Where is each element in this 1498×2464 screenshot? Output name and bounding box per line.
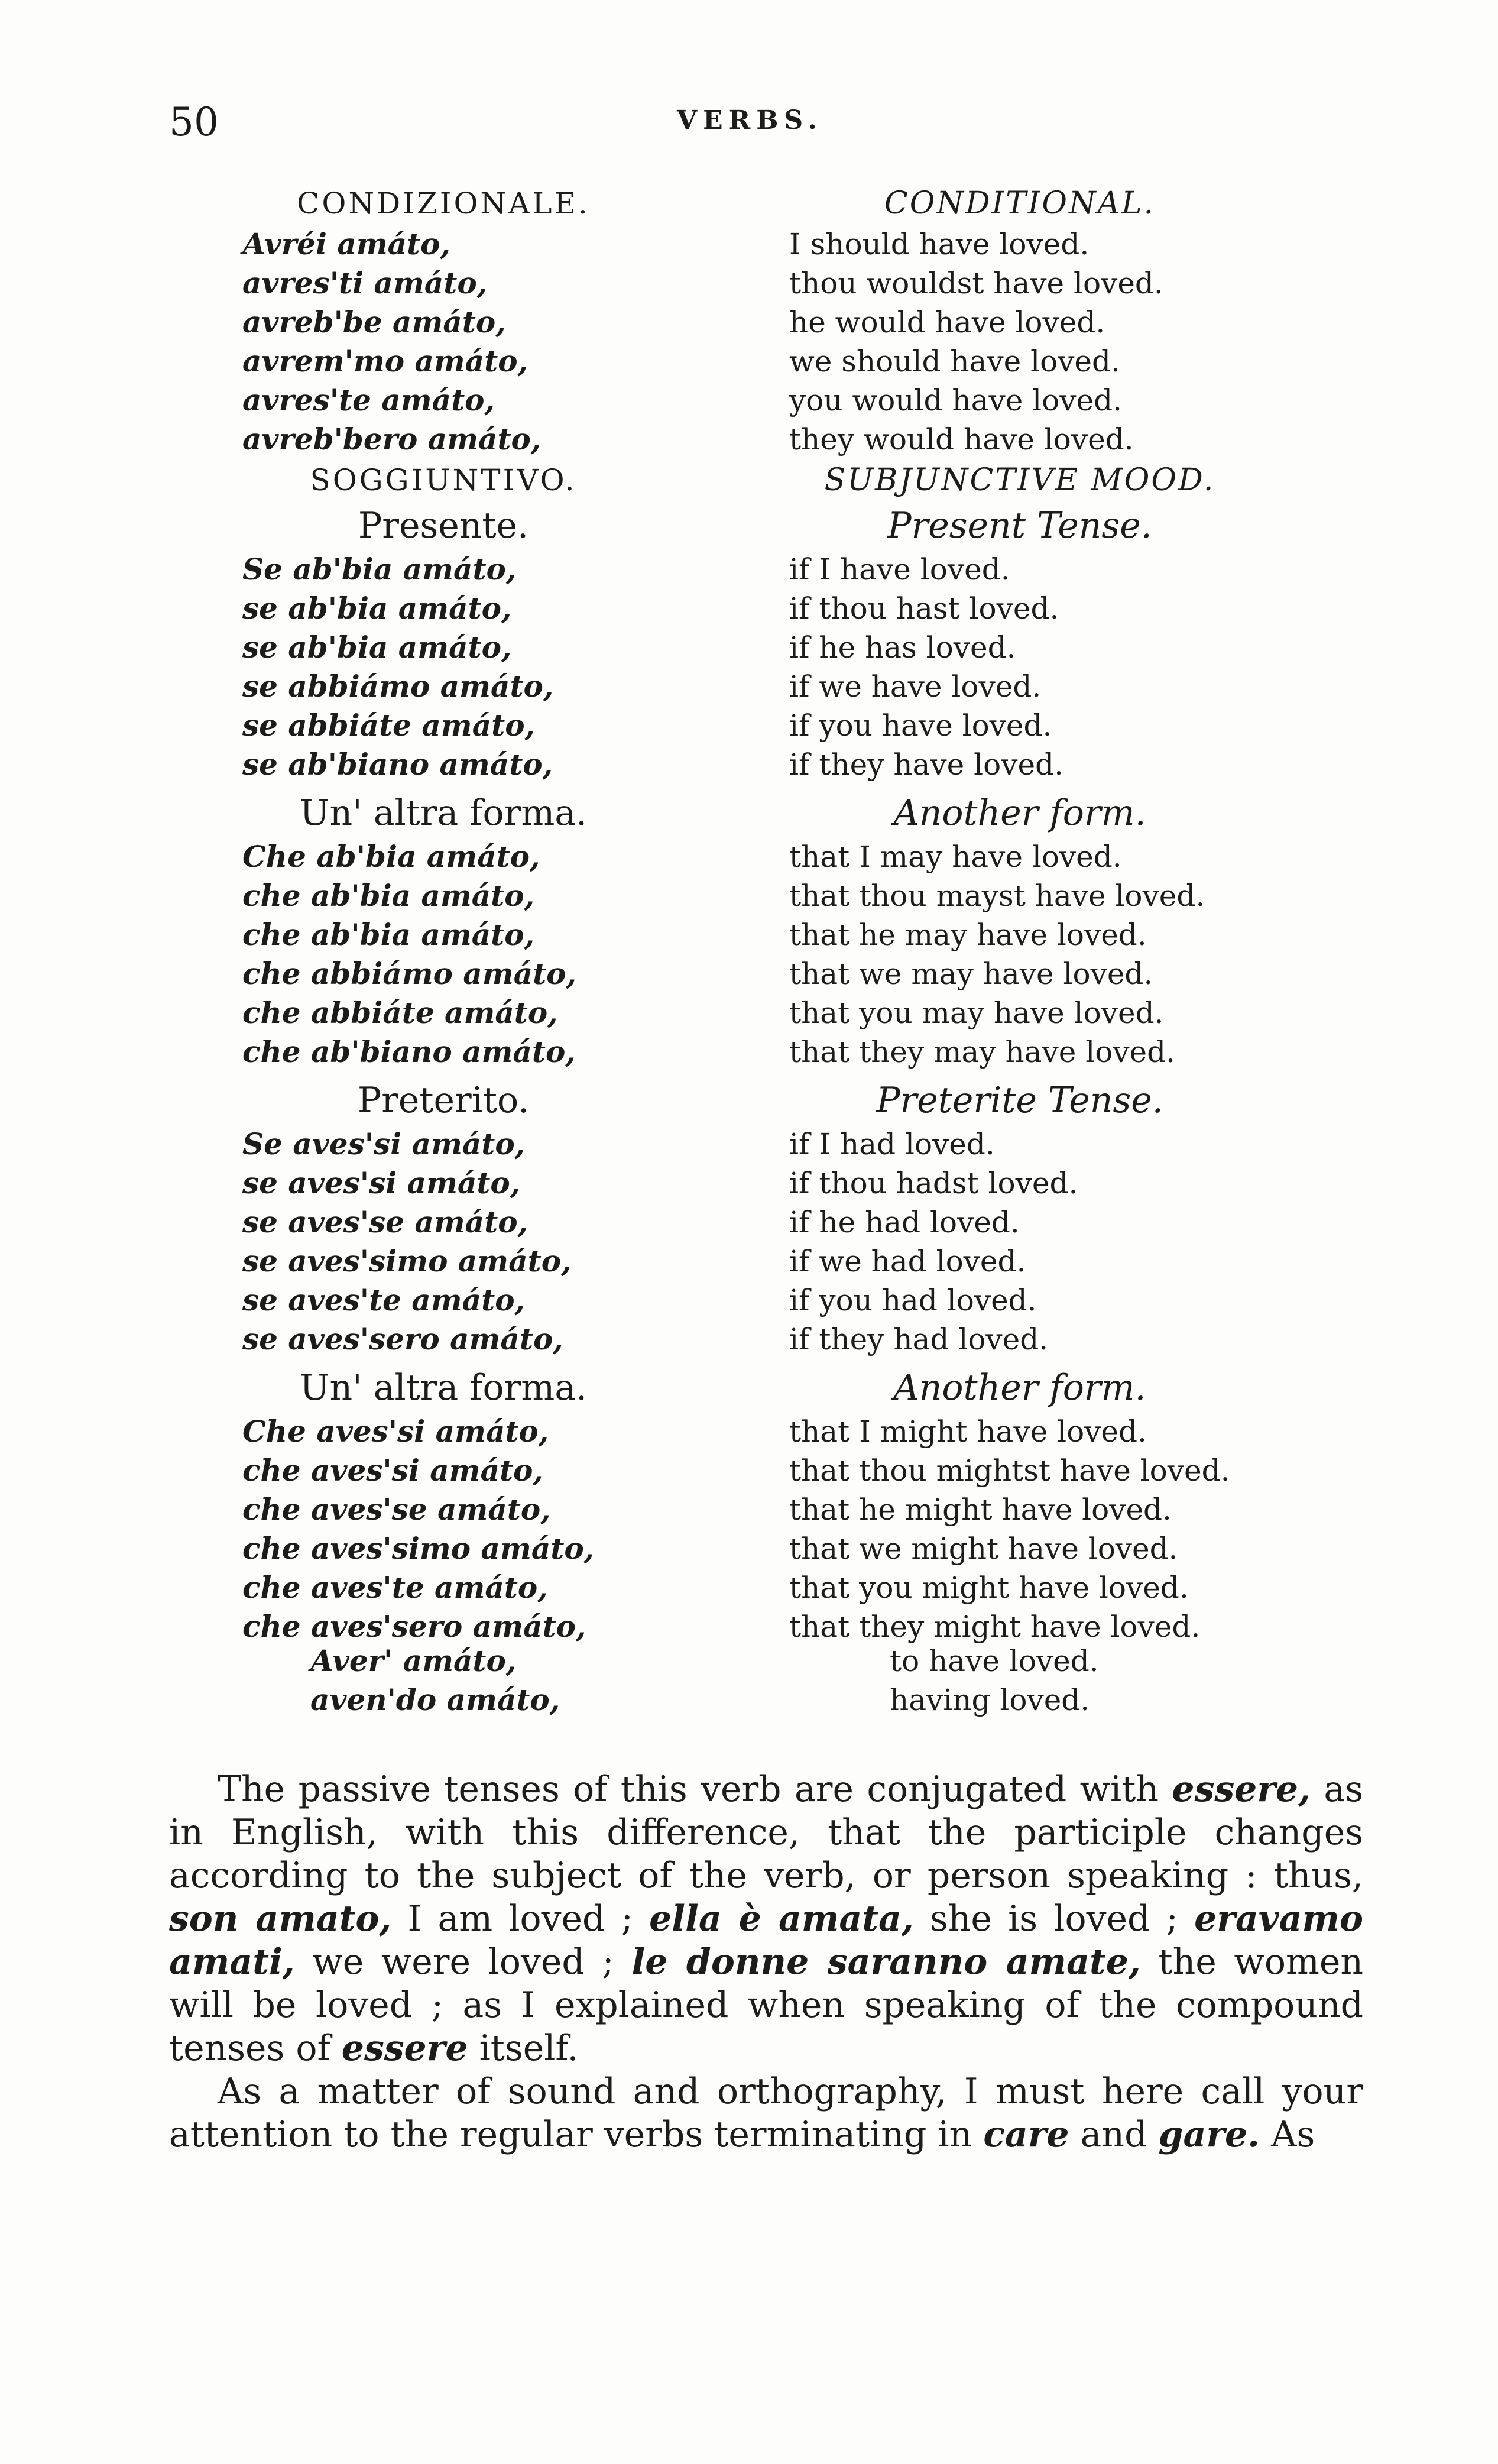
conjugation-line: avreb'bero amáto, xyxy=(242,422,542,456)
translation-line: he would have loved. xyxy=(789,305,1105,339)
conjugation-line: che aves'te amáto, xyxy=(242,1570,548,1605)
conjugation-line: che aves'simo amáto, xyxy=(242,1531,595,1566)
conjugation-line: se ab'bia amáto, xyxy=(242,630,512,665)
italic-term: le donne saranno amate, xyxy=(631,1941,1141,1983)
gerund-line: having loved. xyxy=(890,1683,1090,1717)
section-heading: CONDIZIONALE. xyxy=(297,186,590,221)
conjugation-line: che abbiámo amáto, xyxy=(242,956,576,991)
translation-line: if I had loved. xyxy=(789,1127,995,1161)
text-run: itself. xyxy=(468,2028,579,2069)
tense-heading: Preterito. xyxy=(357,1080,530,1121)
tense-heading: Present Tense. xyxy=(887,505,1152,546)
conjugation-line: avrem'mo amáto, xyxy=(242,344,528,378)
conjugation-line: se ab'bia amáto, xyxy=(242,591,512,626)
translation-line: that he might have loved. xyxy=(789,1492,1172,1527)
translation-line: if he had loved. xyxy=(789,1205,1020,1239)
gerund-line: aven'do amáto, xyxy=(310,1682,560,1717)
conjugation-line: avreb'be amáto, xyxy=(242,305,506,339)
infinitive-line: Aver' amáto, xyxy=(310,1643,517,1678)
body-text xyxy=(169,1768,1363,2157)
paragraph xyxy=(169,2070,1363,2157)
paragraph xyxy=(169,1768,1363,2070)
infinitive-english xyxy=(890,1641,1099,1720)
tense-heading: Un' altra forma. xyxy=(299,1367,588,1409)
conjugation-line: che abbiáte amáto, xyxy=(242,995,558,1030)
translation-line: that we might have loved. xyxy=(789,1531,1178,1566)
italic-term: ella è amata, xyxy=(649,1898,914,1940)
infinitive-line: to have loved. xyxy=(890,1644,1099,1678)
section-heading: CONDITIONAL. xyxy=(884,186,1156,221)
conjugation-line: se abbiámo amáto, xyxy=(242,669,554,704)
conjugation-line: Se ab'bia amáto, xyxy=(242,552,517,587)
conjugation-line: che ab'bia amáto, xyxy=(242,917,534,952)
translation-line: that I might have loved. xyxy=(789,1414,1147,1449)
translation-line: that you might have loved. xyxy=(789,1571,1189,1605)
translation-line: that thou mayst have loved. xyxy=(789,879,1205,913)
conjugation-line: che aves'sero amáto, xyxy=(242,1609,586,1644)
translation-line: if you have loved. xyxy=(789,708,1052,743)
text-run: and xyxy=(1069,2114,1159,2155)
translation-line: that they might have loved. xyxy=(789,1610,1201,1644)
conjugation-line: se aves'sero amáto, xyxy=(242,1322,563,1356)
translation-line: thou wouldst have loved. xyxy=(789,266,1163,300)
conjugation-line: Che aves'si amáto, xyxy=(242,1414,549,1449)
translation-line: they would have loved. xyxy=(789,422,1134,456)
conjugation-line: che aves'si amáto, xyxy=(242,1453,543,1488)
conjugation-line: avres'te amáto, xyxy=(242,383,495,417)
italic-term: essere xyxy=(341,2028,468,2069)
translation-line: I should have loved. xyxy=(789,227,1090,261)
tense-heading: Another form. xyxy=(893,1367,1146,1409)
conjugation-line: se abbiáte amáto, xyxy=(242,708,535,743)
translation-line: if I have loved. xyxy=(789,552,1010,587)
conjugation-line: Avréi amáto, xyxy=(242,226,450,261)
tense-heading: Another form. xyxy=(893,792,1146,834)
italic-term: gare. xyxy=(1158,2114,1260,2155)
translation-line: that I may have loved. xyxy=(789,840,1122,874)
translation-line: we should have loved. xyxy=(789,344,1120,378)
translation-line: if we had loved. xyxy=(789,1244,1026,1278)
translation-line: if thou hadst loved. xyxy=(789,1166,1078,1200)
conjugation-line: avres'ti amáto, xyxy=(242,265,488,300)
translation-line: that he may have loved. xyxy=(789,918,1147,952)
section-heading: SUBJUNCTIVE MOOD. xyxy=(824,462,1215,498)
italic-term: care xyxy=(983,2114,1069,2155)
translation-line: if we have loved. xyxy=(789,669,1042,704)
page-number: 50 xyxy=(169,99,219,145)
text-run: the women will be loved ; as I explained when speaking of the compound tenses of xyxy=(169,1941,1363,2069)
text-run: The passive tenses of this verb are conjugated with xyxy=(218,1769,1172,1810)
italian-column xyxy=(242,182,763,1646)
text-run: we were loved ; xyxy=(294,1941,632,1983)
translation-line: you would have loved. xyxy=(789,383,1123,417)
tense-heading: Preterite Tense. xyxy=(876,1080,1163,1121)
conjugation-line: che ab'biano amáto, xyxy=(242,1034,576,1069)
text-run: as in English, with this difference, that the participle changes according to the subject of the verb, or person speaking : thus, xyxy=(169,1769,1363,1896)
conjugation-line: che ab'bia amáto, xyxy=(242,878,534,913)
italic-term: son amato, xyxy=(169,1898,392,1940)
conjugation-line: se aves'te amáto, xyxy=(242,1283,525,1317)
running-head: VERBS. xyxy=(677,105,823,135)
conjugation-line: Se aves'si amáto, xyxy=(242,1126,526,1161)
tense-heading: Presente. xyxy=(358,505,529,546)
translation-line: that thou mightst have loved. xyxy=(789,1453,1230,1488)
text-run: As xyxy=(1260,2114,1315,2155)
italic-term: essere, xyxy=(1172,1769,1311,1810)
translation-line: if he has loved. xyxy=(789,630,1016,665)
conjugation-line: se aves'si amáto, xyxy=(242,1165,521,1200)
translation-line: if they have loved. xyxy=(789,747,1063,782)
conjugation-line: che aves'se amáto, xyxy=(242,1492,551,1527)
conjugation-line: se ab'biano amáto, xyxy=(242,747,553,782)
text-run: I am loved ; xyxy=(391,1898,650,1940)
translation-line: if thou hast loved. xyxy=(789,591,1059,626)
translation-line: that we may have loved. xyxy=(789,957,1153,991)
translation-line: if they had loved. xyxy=(789,1322,1049,1356)
text-run: As a matter of sound and orthography, I must here call your attention to the regular verbs terminating in xyxy=(169,2071,1363,2155)
conjugation-line: se aves'se amáto, xyxy=(242,1205,528,1239)
translation-line: if you had loved. xyxy=(789,1283,1037,1317)
italic-term: eravamo amati, xyxy=(169,1898,1364,1983)
infinitive-italian xyxy=(310,1641,560,1720)
section-heading: SOGGIUNTIVO. xyxy=(310,463,577,497)
translation-line: that they may have loved. xyxy=(789,1035,1176,1069)
translation-line: that you may have loved. xyxy=(789,996,1164,1030)
text-run: she is loved ; xyxy=(913,1898,1195,1940)
english-column xyxy=(789,182,1321,1646)
conjugation-line: Che ab'bia amáto, xyxy=(242,839,540,874)
conjugation-line: se aves'simo amáto, xyxy=(242,1244,572,1278)
tense-heading: Un' altra forma. xyxy=(299,792,588,834)
